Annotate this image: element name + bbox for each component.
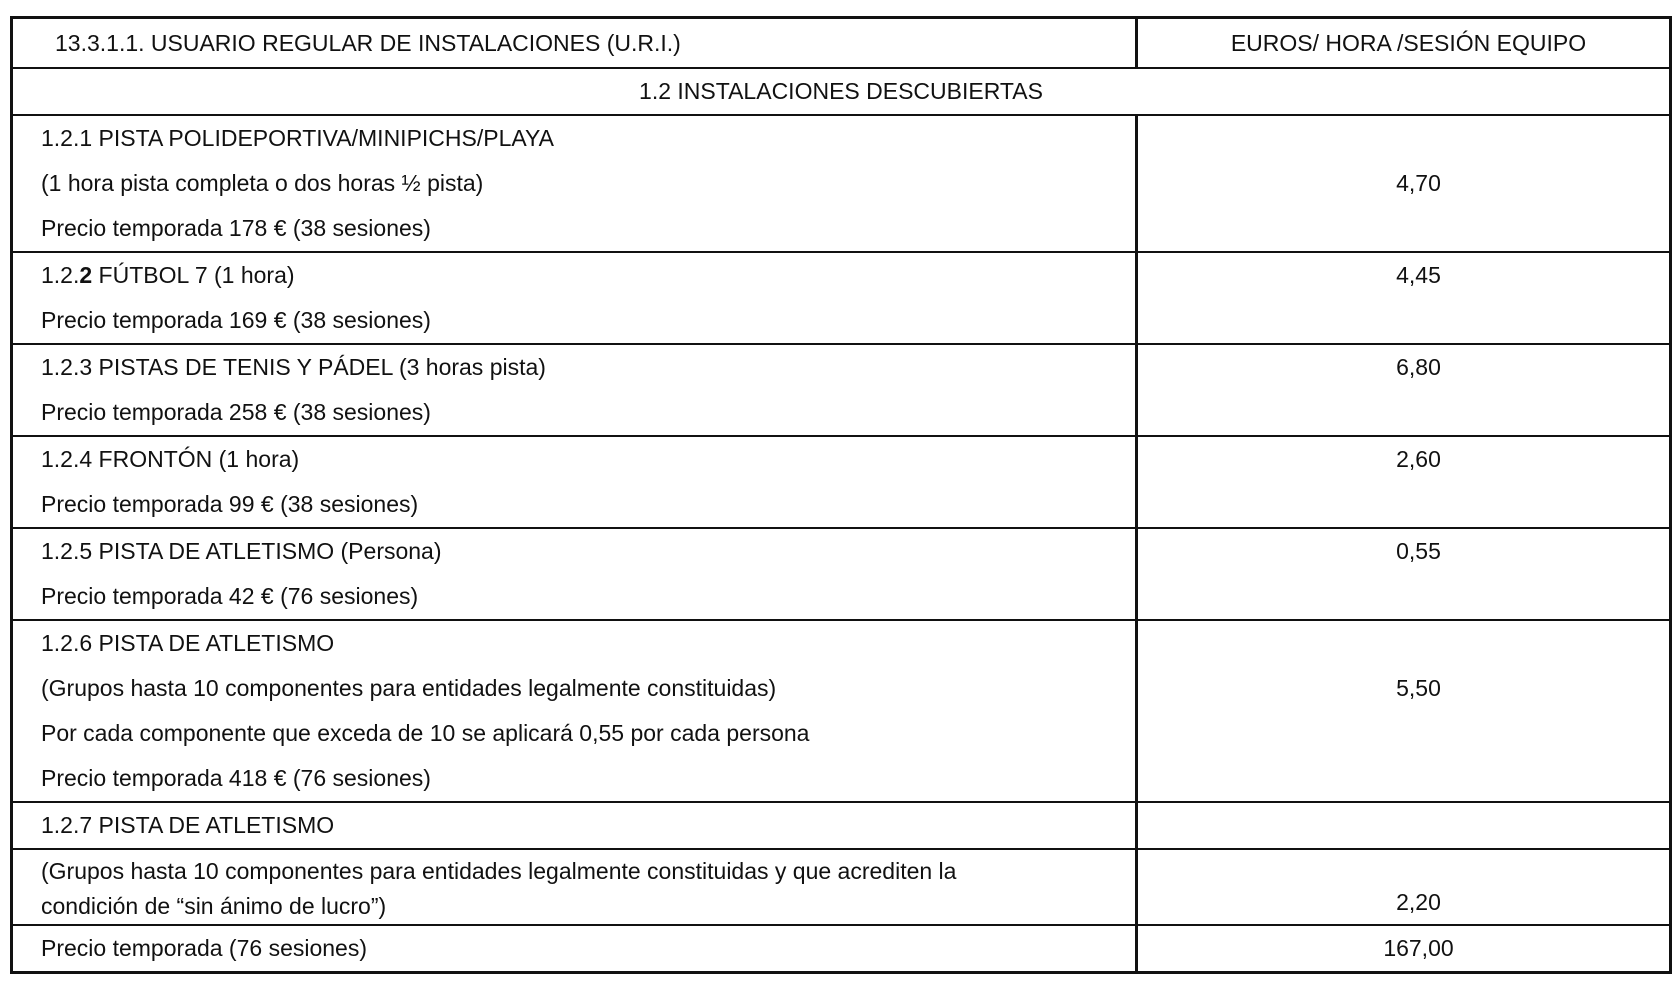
row-season-price: Precio temporada 99 € (38 sesiones)	[41, 491, 419, 517]
table-header-row	[13, 19, 1669, 67]
row-detail: Por cada componente que exceda de 10 se aplicará 0,55 por cada persona	[41, 720, 810, 746]
row-value: 2,60	[1396, 446, 1441, 472]
row-season-price: Precio temporada 42 € (76 sesiones)	[41, 583, 419, 609]
table-row	[13, 801, 1669, 848]
row-value: 0,55	[1396, 538, 1441, 564]
table-row	[13, 848, 1669, 924]
row-detail: (Grupos hasta 10 componentes para entidades legalmente constituidas y que acrediten la	[41, 858, 957, 884]
table-row	[13, 619, 1669, 801]
row-title: 1.2.3 PISTAS DE TENIS Y PÁDEL (3 horas pista)	[41, 354, 546, 380]
row-value: 6,80	[1396, 354, 1441, 380]
row-value: 5,50	[1396, 675, 1441, 701]
row-season-price: Precio temporada (76 sesiones)	[41, 935, 367, 961]
table-row	[13, 924, 1669, 971]
row-value: 2,20	[1396, 889, 1441, 915]
row-detail: (1 hora pista completa o dos horas ½ pista)	[41, 170, 484, 196]
row-value: 167,00	[1383, 935, 1454, 961]
tariff-table	[10, 16, 1672, 974]
table-row	[13, 114, 1669, 251]
row-value: 4,70	[1396, 170, 1441, 196]
row-title: 1.2.4 FRONTÓN (1 hora)	[41, 446, 300, 472]
row-detail: (Grupos hasta 10 componentes para entidades legalmente constituidas)	[41, 675, 777, 701]
table-row	[13, 435, 1669, 527]
section-row	[13, 67, 1669, 114]
row-season-price: Precio temporada 258 € (38 sesiones)	[41, 399, 431, 425]
table-row	[13, 343, 1669, 435]
header-right: EUROS/ HORA /SESIÓN EQUIPO	[1230, 30, 1587, 56]
table-row	[13, 527, 1669, 619]
section-title: 1.2 INSTALACIONES DESCUBIERTAS	[639, 78, 1043, 104]
row-value	[1138, 803, 1669, 848]
row-season-price: Precio temporada 178 € (38 sesiones)	[41, 215, 431, 241]
row-title: 1.2.6 PISTA DE ATLETISMO	[41, 630, 335, 656]
row-title: 1.2.7 PISTA DE ATLETISMO	[41, 812, 335, 838]
header-left: 13.3.1.1. USUARIO REGULAR DE INSTALACIONES (U.R.I.)	[13, 19, 1138, 67]
row-title: 1.2.1 PISTA POLIDEPORTIVA/MINIPICHS/PLAYA	[41, 125, 554, 151]
row-season-price: Precio temporada 418 € (76 sesiones)	[41, 765, 431, 791]
row-value: 4,45	[1396, 262, 1441, 288]
row-title: 1.2.2 FÚTBOL 7 (1 hora)	[41, 262, 295, 288]
row-season-price: Precio temporada 169 € (38 sesiones)	[41, 307, 431, 333]
table-row	[13, 251, 1669, 343]
row-title: 1.2.5 PISTA DE ATLETISMO (Persona)	[41, 538, 442, 564]
row-detail: condición de “sin ánimo de lucro”)	[41, 893, 387, 919]
